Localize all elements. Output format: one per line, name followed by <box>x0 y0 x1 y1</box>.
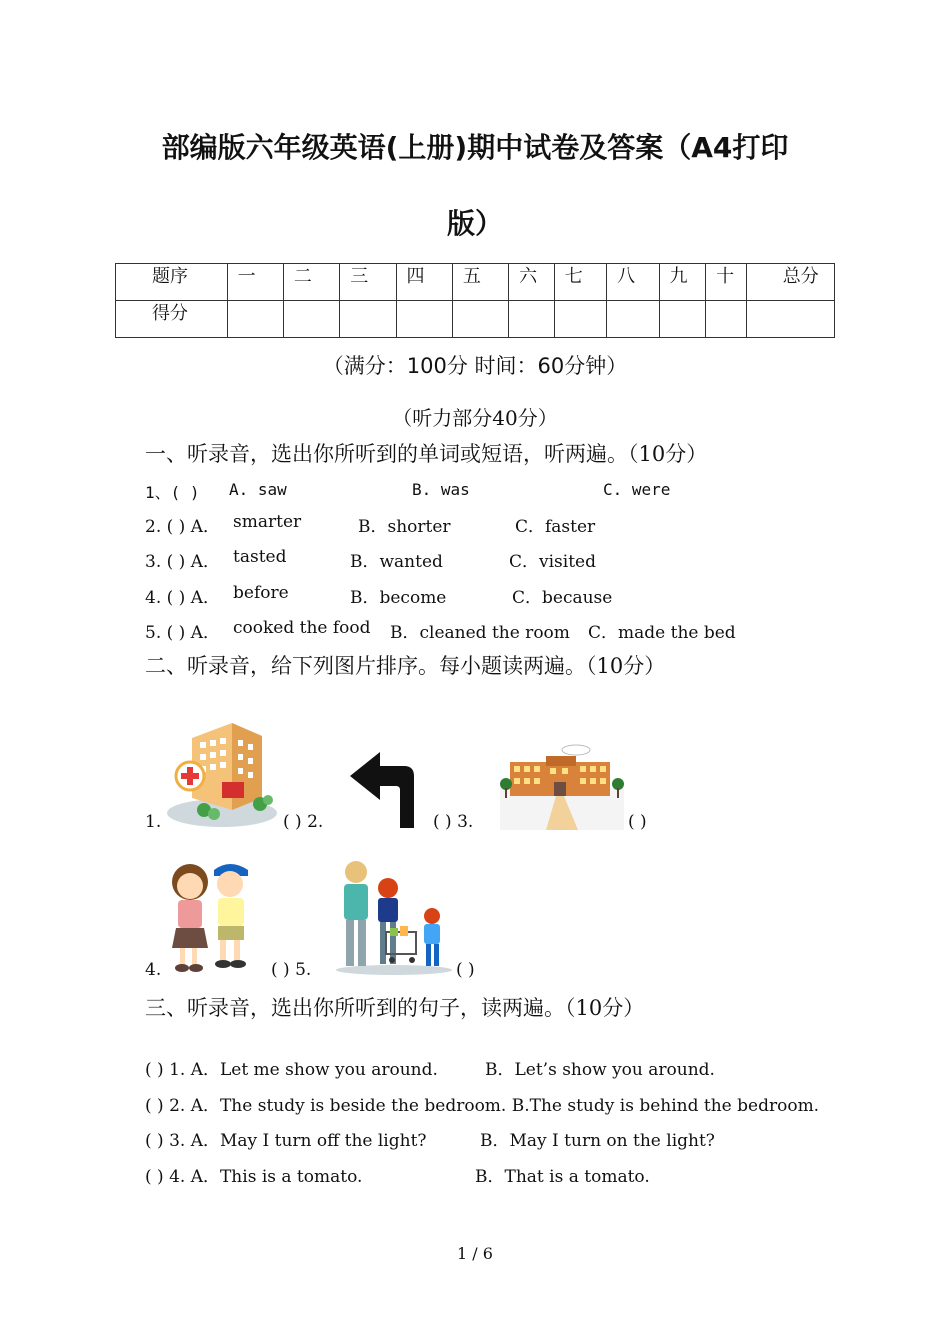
score-cell[interactable] <box>227 301 283 338</box>
hospital-icon <box>162 718 280 830</box>
picture-label: ( ) <box>456 960 475 980</box>
score-cell[interactable] <box>340 301 396 338</box>
question-number: 2. ( ) A． <box>145 517 220 537</box>
turn-left-arrow-icon <box>348 750 432 828</box>
score-header-cell: 九 <box>659 264 706 301</box>
picture-label: ( ) 2. <box>283 812 324 832</box>
section2-heading: 二、听录音，给下列图片排序。每小题读两遍。（10分） <box>145 654 666 678</box>
option-a: tasted <box>233 547 287 567</box>
option-b: B. was <box>412 480 470 499</box>
score-cell[interactable] <box>746 301 834 338</box>
score-header-cell: 二 <box>283 264 339 301</box>
page-title-continued: 版） <box>446 207 503 240</box>
score-cell[interactable] <box>452 301 508 338</box>
score-cell[interactable] <box>509 301 555 338</box>
score-header-cell: 六 <box>509 264 555 301</box>
score-cell[interactable] <box>706 301 747 338</box>
score-header-cell: 四 <box>396 264 452 301</box>
option-b: B．wanted <box>350 552 443 572</box>
sentence-option-b: B．Let’s show you around. <box>485 1060 715 1080</box>
sentence-option-a: ( ) 3. A．May I turn off the light? <box>145 1131 427 1151</box>
score-cell[interactable] <box>283 301 339 338</box>
exam-meta: （满分：100分 时间：60分钟） <box>322 354 628 378</box>
option-c: C．visited <box>509 552 596 572</box>
score-header-cell: 十 <box>706 264 747 301</box>
score-header-cell: 三 <box>340 264 396 301</box>
page-number: 1 / 6 <box>457 1244 493 1263</box>
sentence-option-b: B．May I turn on the light? <box>480 1131 715 1151</box>
score-cell[interactable] <box>554 301 606 338</box>
score-header-cell: 题序 <box>116 264 228 301</box>
option-c: C. were <box>603 480 671 499</box>
question-number: 3. ( ) A． <box>145 552 220 572</box>
page-title: 部编版六年级英语(上册)期中试卷及答案（A4打印 <box>161 131 789 164</box>
option-a: cooked the food <box>233 618 371 638</box>
option-b: B．cleaned the room <box>390 623 570 643</box>
score-cell[interactable] <box>607 301 659 338</box>
option-b: B．become <box>350 588 447 608</box>
question-number: 4. ( ) A． <box>145 588 220 608</box>
picture-label: ( ) 5. <box>271 960 312 980</box>
listening-header: （听力部分40分） <box>392 406 558 430</box>
score-cell[interactable] <box>396 301 452 338</box>
school-building-icon <box>500 744 624 830</box>
score-row-label: 得分 <box>116 301 228 338</box>
children-walking-icon <box>160 856 260 976</box>
section3-heading: 三、听录音，选出你所听到的句子，读两遍。（10分） <box>145 996 645 1020</box>
option-c: C．faster <box>515 517 596 537</box>
option-b: B．shorter <box>358 517 451 537</box>
score-header-cell: 七 <box>554 264 606 301</box>
score-table <box>115 263 835 338</box>
score-header-cell: 八 <box>607 264 659 301</box>
option-c: C．because <box>512 588 613 608</box>
option-a: A. saw <box>229 480 287 499</box>
family-shopping-icon <box>336 858 454 976</box>
sentence-option-a: ( ) 2. A．The study is beside the bedroom. B.The study is behind the bedroom. <box>145 1096 820 1116</box>
question-number: 1、( ) <box>145 483 200 502</box>
score-table-score-row <box>116 301 835 338</box>
picture-label: ( ) <box>628 812 647 832</box>
sentence-option-a: ( ) 1. A．Let me show you around. <box>145 1060 438 1080</box>
question-number: 5. ( ) A． <box>145 623 220 643</box>
score-table-header-row <box>116 264 835 301</box>
option-a: before <box>233 583 289 603</box>
score-cell[interactable] <box>659 301 706 338</box>
option-c: C．made the bed <box>588 623 736 643</box>
picture-label: 1. <box>145 812 162 832</box>
sentence-option-b: B．That is a tomato. <box>475 1167 650 1187</box>
score-header-cell: 五 <box>452 264 508 301</box>
picture-label: 4. <box>145 960 162 980</box>
picture-label: ( ) 3. <box>433 812 474 832</box>
score-header-cell: 总分 <box>746 264 834 301</box>
section1-heading: 一、听录音，选出你所听到的单词或短语，听两遍。（10分） <box>145 442 708 466</box>
sentence-option-a: ( ) 4. A．This is a tomato. <box>145 1167 363 1187</box>
option-a: smarter <box>233 512 302 532</box>
score-header-cell: 一 <box>227 264 283 301</box>
